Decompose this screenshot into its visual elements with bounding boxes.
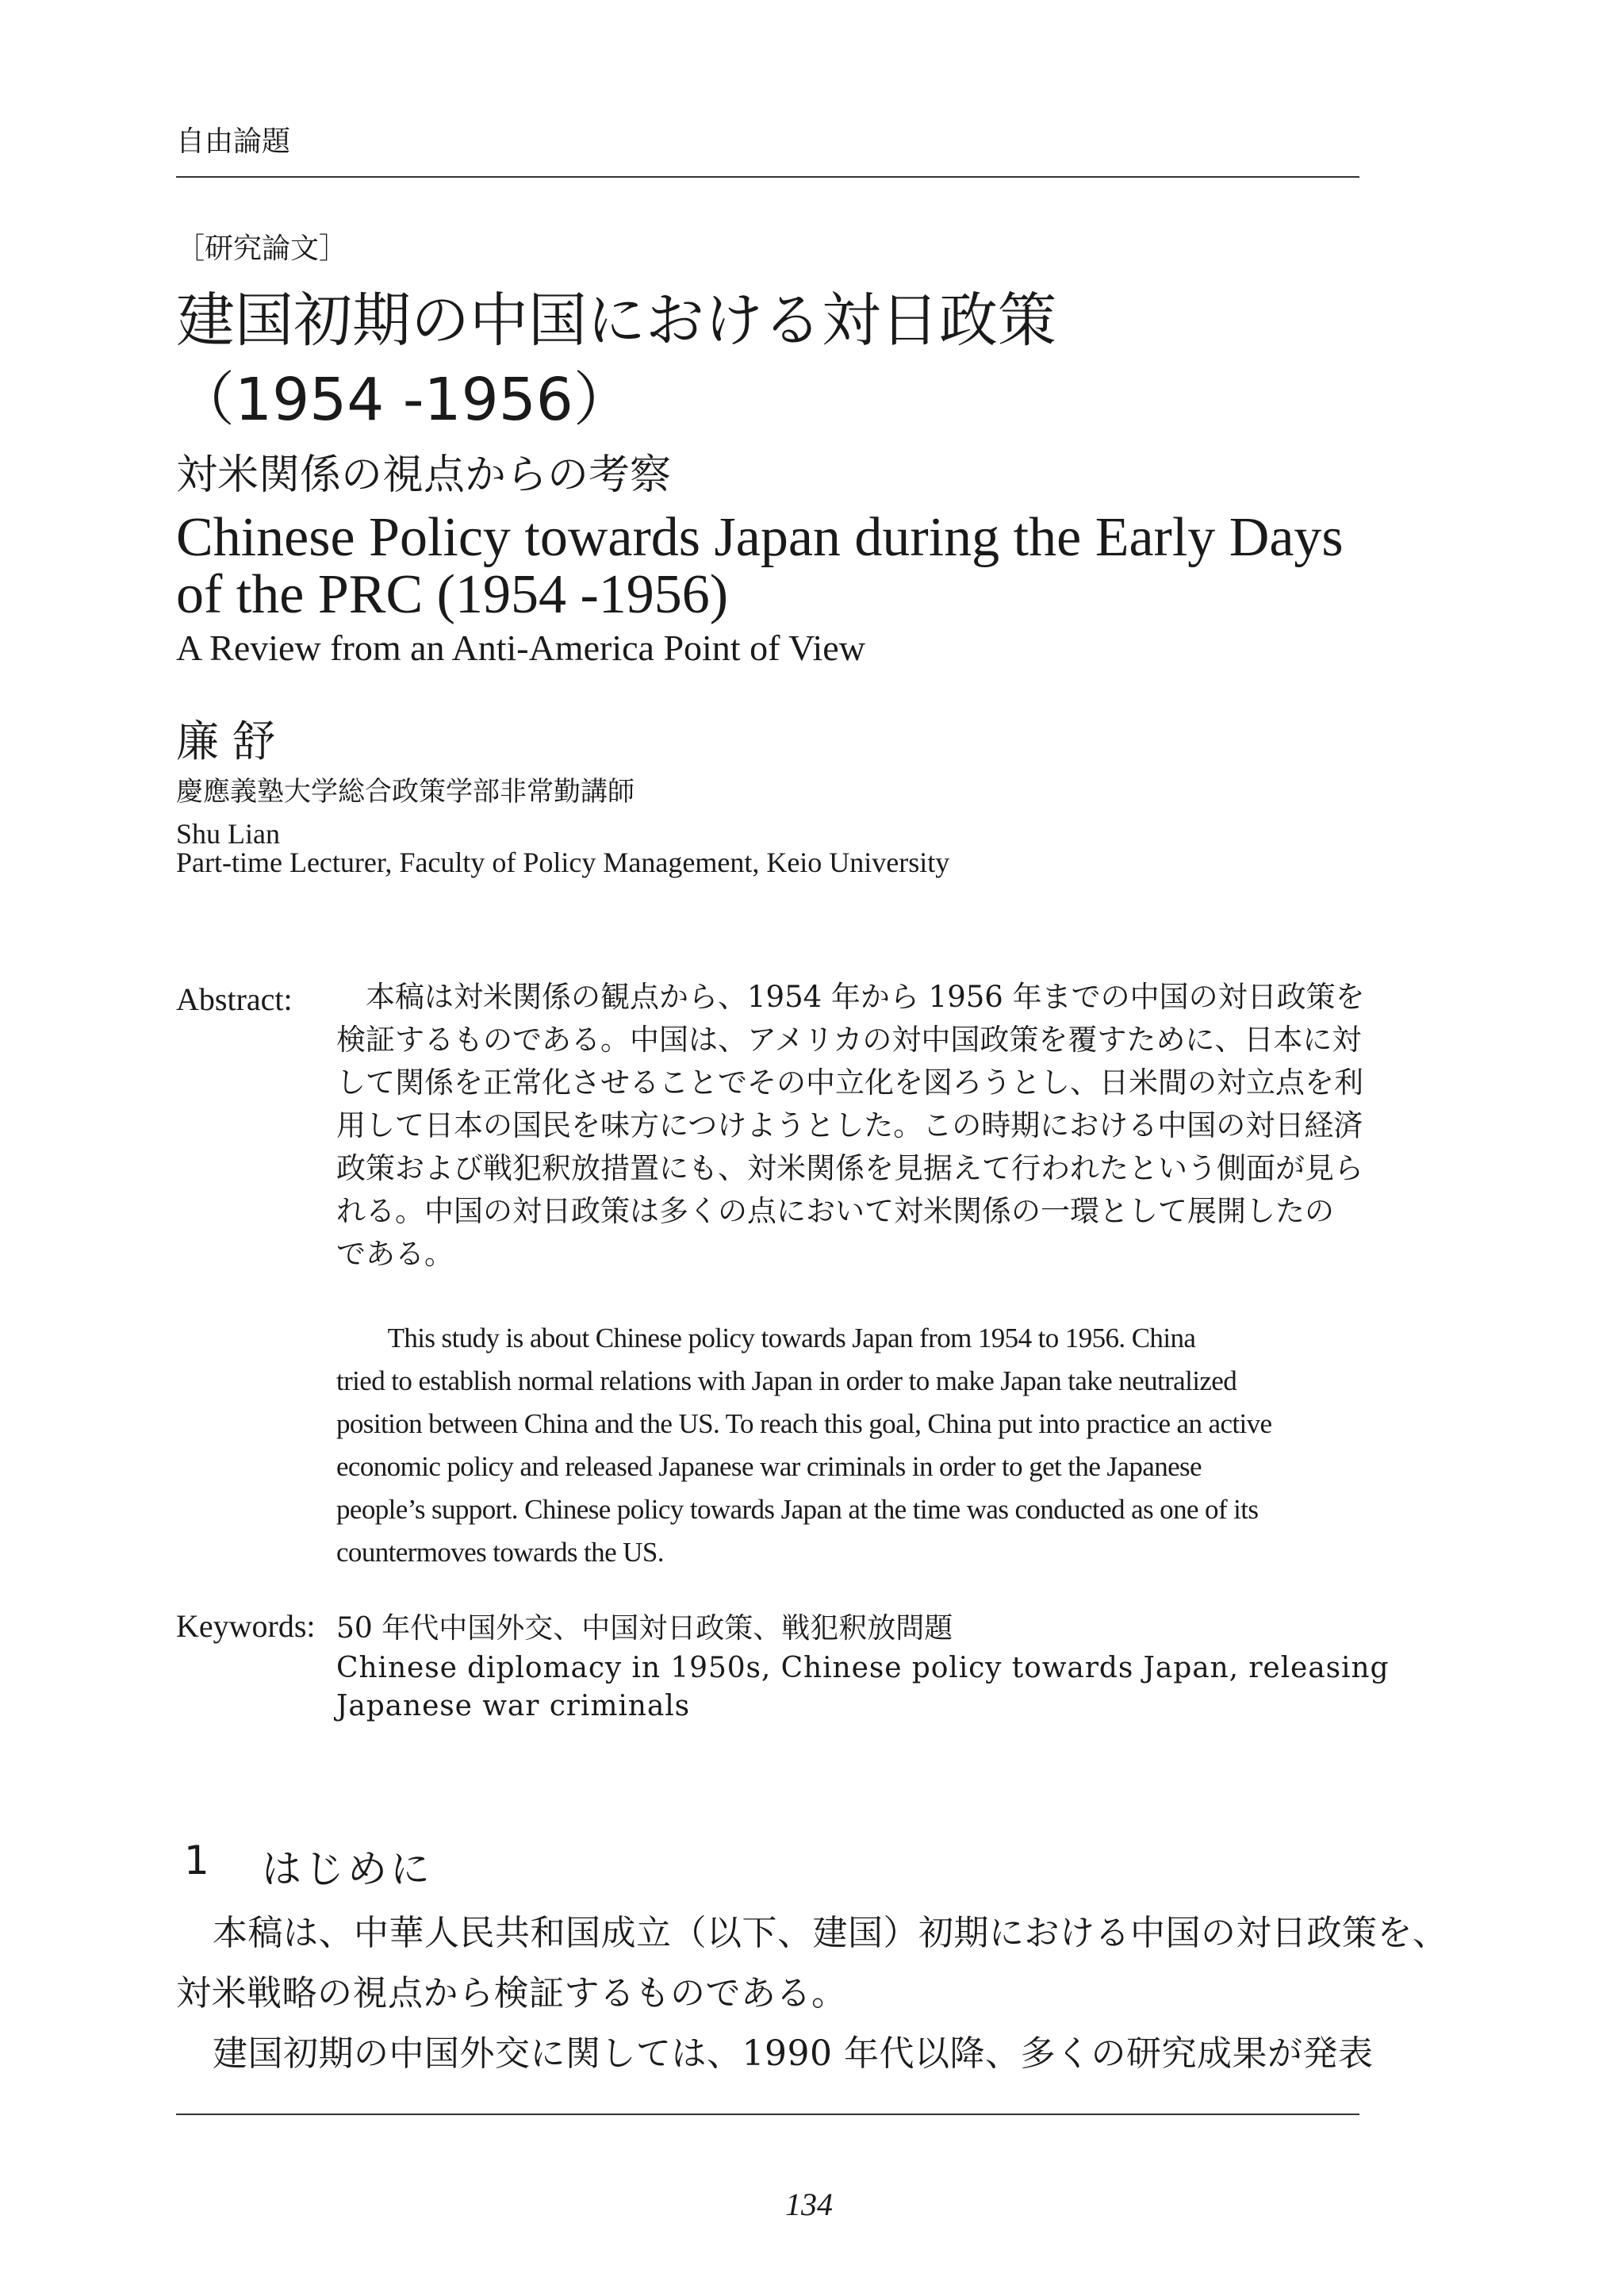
title-en-line2: of the PRC (1954 -1956) bbox=[176, 564, 729, 625]
page-number: 134 bbox=[785, 2187, 833, 2222]
footer-rule bbox=[176, 2114, 1359, 2115]
author-affiliation-en: Part-time Lecturer, Faculty of Policy Management, Keio University bbox=[176, 847, 950, 878]
section-number: 1 bbox=[184, 1837, 209, 1883]
body-paragraph-line: 本稿は、中華人民共和国成立（以下、建国）初期における中国の対日政策を、 bbox=[213, 1913, 1448, 1953]
author-name-ja: 廉 舒 bbox=[176, 716, 276, 766]
keywords-en-line2: Japanese war criminals bbox=[336, 1690, 691, 1722]
section-label: 自由論題 bbox=[176, 125, 291, 158]
abstract-ja-line: れる。中国の対日政策は多くの点において対米関係の一環として展開したの bbox=[336, 1194, 1334, 1228]
keywords-ja: 50 年代中国外交、中国対日政策、戦犯釈放問題 bbox=[336, 1612, 953, 1645]
abstract-en-line: people’s support. Chinese policy towards Japan at the time was conducted as one of its bbox=[336, 1494, 1259, 1525]
keywords-label: Keywords: bbox=[176, 1608, 316, 1644]
title-years: （1954 -1956） bbox=[176, 366, 632, 434]
body-paragraph-line: 建国初期の中国外交に関しては、1990 年代以降、多くの研究成果が発表 bbox=[213, 2033, 1374, 2074]
article-category: ［研究論文］ bbox=[176, 232, 348, 265]
abstract-en bbox=[336, 1317, 1359, 1574]
abstract-ja-line: 用して日本の国民を味方につけようとした。この時期における中国の対日経済 bbox=[336, 1108, 1363, 1142]
abstract-en-line: position between China and the US. To reach this goal, China put into practice an active bbox=[336, 1408, 1272, 1439]
abstract-en-line: economic policy and released Japanese war criminals in order to get the Japanese bbox=[336, 1451, 1202, 1482]
abstract-en-line: countermoves towards the US. bbox=[336, 1537, 664, 1568]
abstract-en-line: This study is about Chinese policy towards Japan from 1954 to 1956. China bbox=[336, 1323, 1196, 1353]
section-title: はじめに bbox=[262, 1846, 433, 1892]
abstract-en-line: tried to establish normal relations with Japan in order to make Japan take neutralized bbox=[336, 1365, 1237, 1396]
abstract-label: Abstract: bbox=[176, 981, 293, 1017]
title-en-line1: Chinese Policy towards Japan during the Early Days bbox=[176, 507, 1344, 568]
keywords-en-line1: Chinese diplomacy in 1950s, Chinese policy towards Japan, releasing bbox=[336, 1652, 1390, 1684]
abstract-ja-line: 政策および戦犯釈放措置にも、対米関係を見据えて行われたという側面が見ら bbox=[336, 1151, 1363, 1185]
subtitle-en: A Review from an Anti-America Point of View bbox=[176, 628, 865, 668]
abstract-ja-line: して関係を正常化させることでその中立化を図ろうとし、日米間の対立点を利 bbox=[336, 1065, 1363, 1100]
abstract-ja-line: である。 bbox=[336, 1237, 454, 1271]
title-ja: 建国初期の中国における対日政策 bbox=[176, 286, 1056, 355]
author-affiliation-ja: 慶應義塾大学総合政策学部非常勤講師 bbox=[176, 776, 635, 808]
abstract-ja-line: 本稿は対米関係の観点から、1954 年から 1956 年までの中国の対日政策を bbox=[336, 980, 1365, 1014]
header-rule bbox=[176, 176, 1359, 178]
body-paragraph-line: 対米戦略の視点から検証するものである。 bbox=[176, 1973, 847, 2014]
abstract-ja-line: 検証するものである。中国は、アメリカの対中国政策を覆すために、日本に対 bbox=[336, 1023, 1362, 1057]
subtitle-ja: 対米関係の視点からの考察 bbox=[176, 451, 672, 499]
abstract-ja bbox=[336, 976, 1365, 1276]
author-name-en: Shu Lian bbox=[176, 818, 280, 850]
